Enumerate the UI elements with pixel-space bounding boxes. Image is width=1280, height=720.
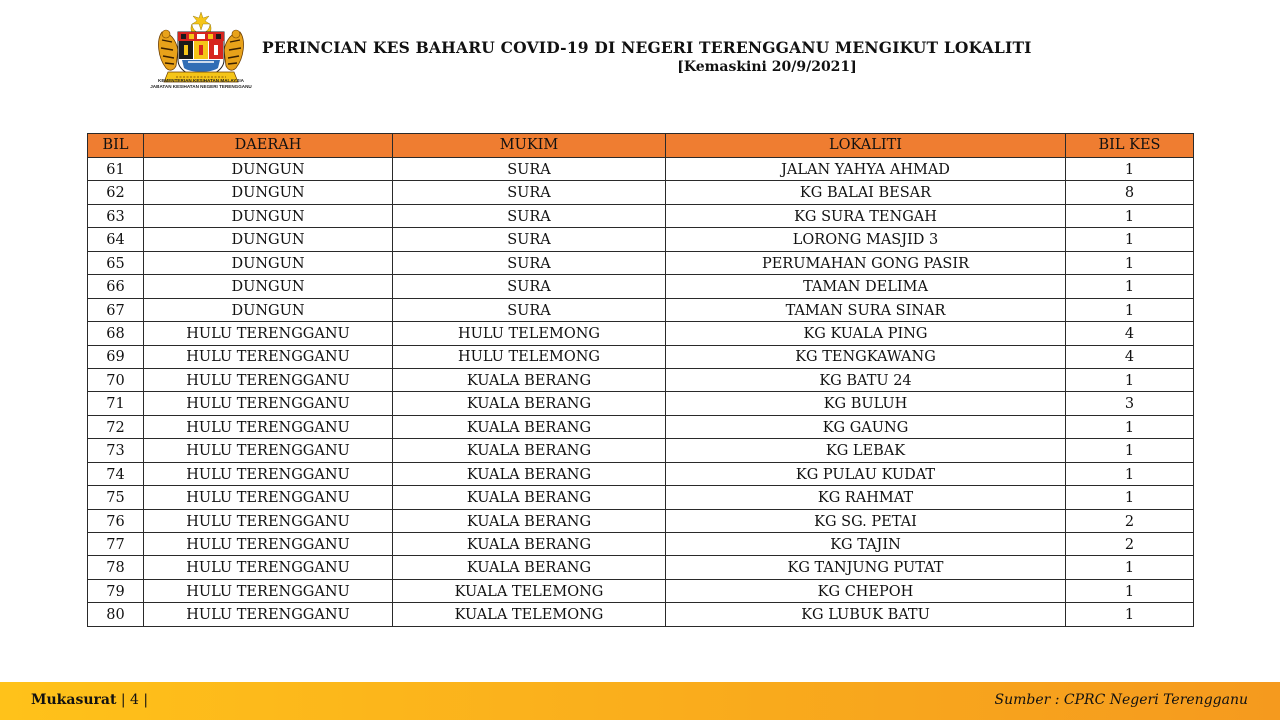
cell-bil: 63 [88,204,144,227]
cell-mukim: KUALA BERANG [393,368,666,391]
cell-bil-kes: 1 [1066,298,1194,321]
table-body [88,158,1194,627]
page-subtitle: [Kemaskini 20/9/2021] [677,59,857,75]
page-title: PERINCIAN KES BAHARU COVID-19 DI NEGERI TERENGGANU MENGIKUT LOKALITI [262,38,1032,57]
column-header-bil-kes: BIL KES [1066,134,1194,158]
cell-daerah: HULU TERENGGANU [144,392,393,415]
cell-mukim: HULU TELEMONG [393,345,666,368]
cell-bil-kes: 1 [1066,439,1194,462]
cell-bil-kes: 1 [1066,251,1194,274]
cell-mukim: SURA [393,158,666,181]
cell-mukim: SURA [393,181,666,204]
cell-daerah: HULU TERENGGANU [144,345,393,368]
table-row [88,579,1194,602]
cell-daerah: HULU TERENGGANU [144,322,393,345]
cell-daerah: HULU TERENGGANU [144,509,393,532]
cell-bil: 74 [88,462,144,485]
cell-daerah: HULU TERENGGANU [144,603,393,626]
cell-bil: 61 [88,158,144,181]
cell-bil-kes: 1 [1066,603,1194,626]
page-number: 4 [130,692,139,708]
cell-daerah: HULU TERENGGANU [144,368,393,391]
cell-mukim: KUALA TELEMONG [393,579,666,602]
cell-bil: 75 [88,486,144,509]
cell-mukim: SURA [393,275,666,298]
cell-bil: 80 [88,603,144,626]
cell-daerah: HULU TERENGGANU [144,415,393,438]
cell-lokaliti: KG RAHMAT [666,486,1066,509]
cell-lokaliti: KG BULUH [666,392,1066,415]
cell-bil: 69 [88,345,144,368]
cell-bil: 65 [88,251,144,274]
cell-lokaliti: KG GAUNG [666,415,1066,438]
cell-daerah: DUNGUN [144,275,393,298]
cell-bil: 76 [88,509,144,532]
cell-daerah: HULU TERENGGANU [144,556,393,579]
cell-mukim: SURA [393,204,666,227]
cell-bil: 68 [88,322,144,345]
cell-bil-kes: 4 [1066,322,1194,345]
cell-mukim: KUALA BERANG [393,415,666,438]
column-header-bil: BIL [88,134,144,158]
cell-bil-kes: 2 [1066,509,1194,532]
page-header [0,0,1280,110]
cell-bil-kes: 1 [1066,415,1194,438]
table-row [88,158,1194,181]
cell-bil-kes: 1 [1066,158,1194,181]
cell-lokaliti: TAMAN SURA SINAR [666,298,1066,321]
cell-daerah: DUNGUN [144,204,393,227]
cell-daerah: HULU TERENGGANU [144,439,393,462]
cell-lokaliti: KG TENGKAWANG [666,345,1066,368]
cell-lokaliti: KG PULAU KUDAT [666,462,1066,485]
cell-bil-kes: 1 [1066,275,1194,298]
page-indicator: Mukasurat | 4 | [31,692,149,708]
cell-bil: 78 [88,556,144,579]
cell-bil: 66 [88,275,144,298]
cell-mukim: SURA [393,251,666,274]
cell-bil: 77 [88,533,144,556]
cell-bil-kes: 1 [1066,204,1194,227]
table-row [88,392,1194,415]
table-row [88,228,1194,251]
cell-lokaliti: KG SG. PETAI [666,509,1066,532]
cell-bil-kes: 1 [1066,556,1194,579]
table-row [88,204,1194,227]
table-row [88,181,1194,204]
cell-daerah: DUNGUN [144,228,393,251]
cell-lokaliti: KG SURA TENGAH [666,204,1066,227]
cell-lokaliti: PERUMAHAN GONG PASIR [666,251,1066,274]
table-row [88,415,1194,438]
cell-daerah: DUNGUN [144,158,393,181]
logo-caption [150,78,252,90]
cell-bil: 70 [88,368,144,391]
cell-mukim: SURA [393,298,666,321]
table-row [88,322,1194,345]
table-row [88,603,1194,626]
cell-bil-kes: 1 [1066,579,1194,602]
cell-bil: 62 [88,181,144,204]
table-row [88,345,1194,368]
cell-mukim: KUALA BERANG [393,462,666,485]
cell-lokaliti: KG CHEPOH [666,579,1066,602]
cell-bil-kes: 4 [1066,345,1194,368]
cell-bil-kes: 3 [1066,392,1194,415]
cell-mukim: HULU TELEMONG [393,322,666,345]
page-label: Mukasurat [31,692,117,708]
table-row [88,462,1194,485]
cell-mukim: KUALA BERANG [393,486,666,509]
column-header-daerah: DAERAH [144,134,393,158]
cell-bil: 79 [88,579,144,602]
cell-mukim: KUALA BERANG [393,439,666,462]
cell-bil-kes: 1 [1066,368,1194,391]
cell-mukim: KUALA BERANG [393,556,666,579]
cell-bil-kes: 1 [1066,486,1194,509]
cell-lokaliti: KG BALAI BESAR [666,181,1066,204]
cell-daerah: HULU TERENGGANU [144,486,393,509]
cell-daerah: DUNGUN [144,251,393,274]
table-row [88,298,1194,321]
source-note: Sumber : CPRC Negeri Terengganu [994,692,1248,708]
column-header-mukim: MUKIM [393,134,666,158]
table-row [88,275,1194,298]
table-row [88,556,1194,579]
table-row [88,509,1194,532]
cell-bil-kes: 2 [1066,533,1194,556]
table-header-row [88,134,1194,158]
table-row [88,368,1194,391]
cell-bil-kes: 8 [1066,181,1194,204]
table-row [88,486,1194,509]
cell-mukim: KUALA BERANG [393,509,666,532]
cell-lokaliti: KG TANJUNG PUTAT [666,556,1066,579]
cell-lokaliti: LORONG MASJID 3 [666,228,1066,251]
logo-caption-line2: JABATAN KESIHATAN NEGERI TERENGGANU [150,84,252,89]
cell-mukim: KUALA BERANG [393,533,666,556]
cell-bil-kes: 1 [1066,228,1194,251]
cell-bil-kes: 1 [1066,462,1194,485]
cell-daerah: HULU TERENGGANU [144,462,393,485]
logo-caption-line1: KEMENTERIAN KESIHATAN MALAYSIA [158,78,244,83]
column-header-lokaliti: LOKALITI [666,134,1066,158]
cell-lokaliti: KG BATU 24 [666,368,1066,391]
cell-bil: 64 [88,228,144,251]
table-row [88,251,1194,274]
cell-bil: 71 [88,392,144,415]
cell-lokaliti: KG TAJIN [666,533,1066,556]
cell-mukim: SURA [393,228,666,251]
page-footer [0,682,1280,720]
table-row [88,533,1194,556]
cases-table [87,133,1194,627]
cell-bil: 72 [88,415,144,438]
cell-daerah: HULU TERENGGANU [144,533,393,556]
cell-lokaliti: TAMAN DELIMA [666,275,1066,298]
cell-mukim: KUALA BERANG [393,392,666,415]
cell-mukim: KUALA TELEMONG [393,603,666,626]
cell-lokaliti: JALAN YAHYA AHMAD [666,158,1066,181]
cell-lokaliti: KG KUALA PING [666,322,1066,345]
cell-bil: 67 [88,298,144,321]
cell-bil: 73 [88,439,144,462]
cell-daerah: HULU TERENGGANU [144,579,393,602]
table-row [88,439,1194,462]
cell-lokaliti: KG LEBAK [666,439,1066,462]
cell-daerah: DUNGUN [144,298,393,321]
cell-daerah: DUNGUN [144,181,393,204]
cell-lokaliti: KG LUBUK BATU [666,603,1066,626]
